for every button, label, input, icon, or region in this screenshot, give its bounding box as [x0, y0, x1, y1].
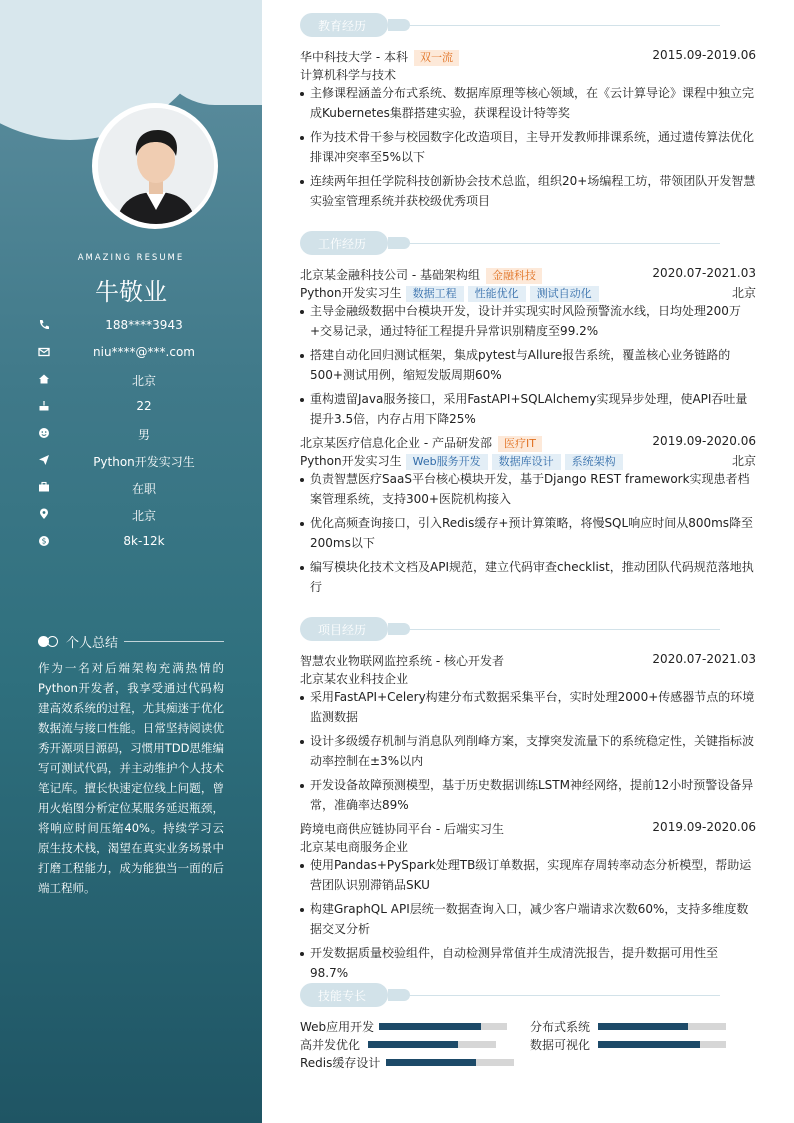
list-item: 作为技术骨干参与校园数字化改造项目，主导开发教师排课系统，通过遗传算法优化排课冲突率至5%以下: [300, 127, 756, 167]
project-date: 2019.09-2020.06: [652, 820, 756, 834]
list-item: 搭建自动化回归测试框架，集成pytest与Allure报告系统，覆盖核心业务链路的500+测试用例，缩短发版周期60%: [300, 345, 756, 385]
project-header: [300, 652, 756, 670]
project-bullets: [300, 855, 756, 987]
sidebar: [0, 0, 262, 1123]
section-skills-header: [300, 983, 720, 1007]
tagline: AMAZING RESUME: [77, 253, 185, 263]
work-date: 2019.09-2020.06: [652, 434, 756, 448]
work-date: 2020.07-2021.03: [652, 266, 756, 280]
school-name: 华中科技大学 - 本科: [300, 50, 408, 64]
info-value: Python开发实习生: [93, 455, 195, 469]
project-date: 2020.07-2021.03: [652, 652, 756, 666]
skill-item: [530, 1018, 730, 1034]
mail-icon: [38, 346, 50, 358]
list-item: 编写模块化技术文档及API规范，建立代码审查checklist，推动团队代码规范落地执行: [300, 557, 756, 597]
industry-tag: 医疗IT: [498, 436, 542, 452]
skill-bar: [598, 1041, 726, 1048]
section-title: 教育经历: [318, 19, 367, 33]
info-age: [38, 399, 238, 417]
info-value: niu****@***.com: [93, 345, 195, 359]
work-role: Python开发实习生: [300, 286, 402, 300]
skill-name: 高并发优化: [300, 1038, 361, 1052]
info-value: 8k-12k: [123, 534, 165, 548]
skill-bar: [386, 1059, 514, 1066]
project-title: 智慧农业物联网监控系统 - 核心开发者: [300, 654, 504, 668]
briefcase-icon: [38, 481, 50, 493]
info-value: 22: [136, 399, 152, 413]
education-date: 2015.09-2019.06: [652, 48, 756, 62]
summary-title: 个人总结: [66, 636, 119, 651]
info-value: 北京: [131, 509, 156, 523]
info-location: [38, 507, 238, 525]
skill-bar-fill: [598, 1041, 700, 1048]
home-icon: [38, 373, 50, 385]
summary-text: 作为一名对后端架构充满热情的Python开发者，我享受通过代码构建高效系统的过程，尤其痴迷于优化数据流与接口性能。日常坚持阅读优秀开源项目源码，习惯用TDD思维编写可测试代码，并主动维护个人技术笔记库。擅长快速定位线上问题，曾用火焰图分析定位某服务延迟瓶颈，将响应时间压缩40%。持续学习云原生技术栈，渴望在真实业务场景中打磨工程能力，成为能独当一面的后端工程师。: [38, 661, 224, 895]
skill-name: Redis缓存设计: [300, 1056, 381, 1070]
section-title: 技能专长: [318, 989, 367, 1003]
project-org: 北京某电商服务企业: [300, 840, 409, 854]
project-org-row: [300, 838, 756, 856]
send-icon: [38, 454, 50, 466]
list-item: 采用FastAPI+Celery构建分布式数据采集平台，实时处理2000+传感器节点的环境监测数据: [300, 687, 756, 727]
info-status: [38, 480, 238, 498]
education-bullets: [300, 83, 756, 215]
list-item: 开发数据质量校验组件，自动检测异常值并生成清洗报告，提升数据可用性至98.7%: [300, 943, 756, 983]
skill-tag: 性能优化: [468, 286, 526, 302]
list-item: 负责智慧医疗SaaS平台核心模块开发，基于Django REST framework实现患者档案管理系统，支持300+医院机构接入: [300, 469, 756, 509]
info-job: [38, 453, 238, 471]
project-bullets: [300, 687, 756, 819]
skill-name: 分布式系统: [530, 1020, 591, 1034]
section-education-header: [300, 13, 720, 37]
skill-bar-fill: [379, 1023, 481, 1030]
list-item: 连续两年担任学院科技创新协会技术总监，组织20+场编程工坊，带领团队开发智慧实验室管理系统并获校级优秀项目: [300, 171, 756, 211]
skill-tag: 数据工程: [406, 286, 464, 302]
list-item: 重构遗留Java服务接口，采用FastAPI+SQLAlchemy实现异步处理，使API吞吐量提升3.5倍，内存占用下降25%: [300, 389, 756, 429]
work-role-row: [300, 452, 756, 470]
phone-icon: [38, 319, 50, 331]
list-item: 优化高频查询接口，引入Redis缓存+预计算策略，将慢SQL响应时间从800ms降至200ms以下: [300, 513, 756, 553]
skill-tag: 系统架构: [565, 454, 623, 470]
work-city: 北京: [731, 286, 756, 300]
list-item: 使用Pandas+PySpark处理TB级订单数据，实现库存周转率动态分析模型，帮助运营团队识别滞销品SKU: [300, 855, 756, 895]
skill-bar-fill: [598, 1023, 688, 1030]
education-major: 计算机科学与技术: [300, 68, 397, 82]
section-title: 项目经历: [318, 623, 367, 637]
skill-tag: 测试自动化: [530, 286, 599, 302]
education-header: [300, 48, 756, 66]
list-item: 设计多级缓存机制与消息队列削峰方案，支撑突发流量下的系统稳定性，关键指标波动率控制在±3%以内: [300, 731, 756, 771]
skill-tag: Web服务开发: [406, 454, 488, 470]
work-bullets: [300, 301, 756, 433]
info-email: [38, 345, 238, 363]
skill-item: [530, 1036, 730, 1052]
skill-bar-fill: [368, 1041, 458, 1048]
salary-icon: [38, 535, 50, 547]
list-item: 主导金融级数据中台模块开发，设计并实现实时风险预警流水线，日均处理200万+交易记录，通过特征工程提升异常识别精度至99.2%: [300, 301, 756, 341]
section-title: 工作经历: [318, 237, 367, 251]
info-home: [38, 372, 238, 390]
section-work-header: [300, 231, 720, 255]
education-major-row: [300, 66, 756, 84]
list-item: 构建GraphQL API层统一数据查询入口，减少客户端请求次数60%，支持多维度数据交叉分析: [300, 899, 756, 939]
info-value: 188****3943: [105, 318, 183, 332]
info-gender: [38, 426, 238, 444]
svg-text:$: $: [41, 536, 47, 546]
skill-bar: [598, 1023, 726, 1030]
list-item: 开发设备故障预测模型，基于历史数据训练LSTM神经网络，提前12小时预警设备异常，准确率达89%: [300, 775, 756, 815]
info-value: 男: [137, 428, 150, 442]
industry-tag: 金融科技: [486, 268, 542, 284]
avatar: [98, 108, 214, 224]
work-header: [300, 434, 756, 452]
project-header: [300, 820, 756, 838]
work-role: Python开发实习生: [300, 454, 402, 468]
work-header: [300, 266, 756, 284]
project-org-row: [300, 670, 756, 688]
info-value: 北京: [131, 374, 156, 388]
project-org: 北京某农业科技企业: [300, 672, 409, 686]
skill-bar-fill: [386, 1059, 476, 1066]
work-bullets: [300, 469, 756, 601]
company-name: 北京某金融科技公司 - 基础架构组: [300, 268, 480, 282]
info-phone: [38, 318, 238, 336]
skill-item: [300, 1018, 510, 1034]
skill-item: [300, 1054, 520, 1070]
list-item: 主修课程涵盖分布式系统、数据库原理等核心领域，在《云计算导论》课程中独立完成Kubernetes集群搭建实验，获课程设计特等奖: [300, 83, 756, 123]
work-role-row: [300, 284, 756, 302]
work-city: 北京: [731, 454, 756, 468]
skill-bar: [379, 1023, 507, 1030]
section-project-header: [300, 617, 720, 641]
info-salary: [38, 534, 238, 552]
person-name: 牛敬业: [95, 278, 167, 306]
school-tag: 双一流: [414, 50, 459, 66]
gender-icon: [38, 427, 50, 439]
skill-bar: [368, 1041, 496, 1048]
skill-name: 数据可视化: [530, 1038, 591, 1052]
project-title: 跨境电商供应链协同平台 - 后端实习生: [300, 822, 504, 836]
cake-icon: [38, 400, 50, 412]
company-name: 北京某医疗信息化企业 - 产品研发部: [300, 436, 492, 450]
skill-tag: 数据库设计: [492, 454, 561, 470]
skill-item: [300, 1036, 510, 1052]
info-value: 在职: [131, 482, 156, 496]
location-icon: [38, 508, 50, 520]
skill-name: Web应用开发: [300, 1020, 375, 1034]
